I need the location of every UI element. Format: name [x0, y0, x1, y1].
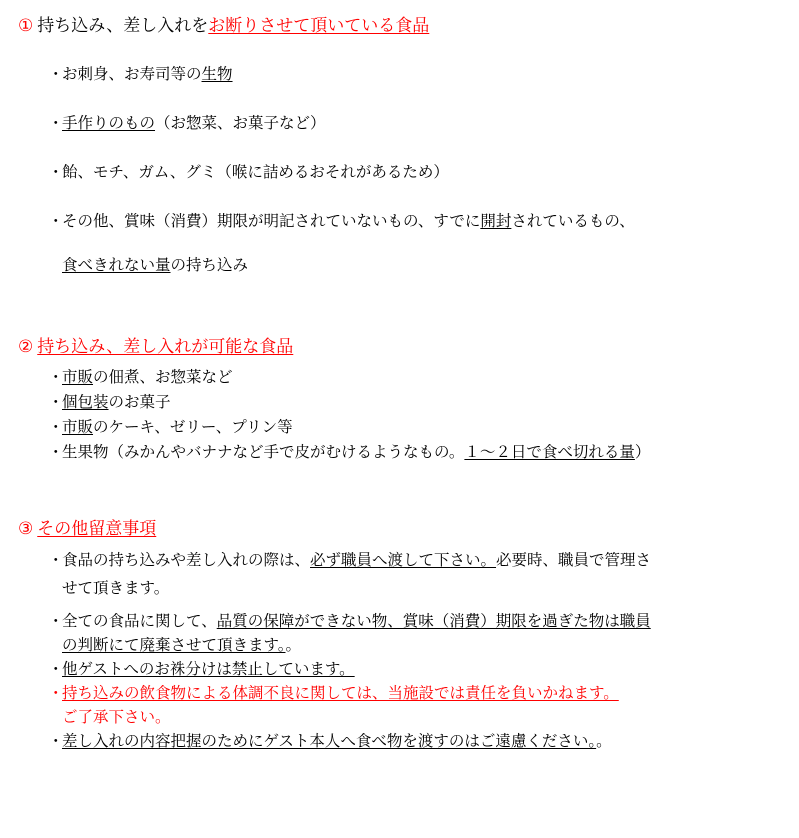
item-pre: 飴、モチ、ガム、グミ（喉に詰めるおそれがあるため）: [62, 164, 449, 181]
section-1-number: ①: [18, 16, 34, 35]
continuation-post: 。: [285, 637, 302, 654]
item-post: 必要時、職員で管理さ: [496, 552, 652, 569]
item-post: 。: [596, 733, 612, 750]
bullet-marker: ・: [48, 164, 64, 181]
list-item-text: [62, 113, 789, 135]
item-pre: 生果物（みかんやバナナなど手で皮がむけるようなもの。: [62, 444, 465, 461]
bullet-marker: ・: [48, 661, 64, 678]
list-item-continuation: [62, 634, 789, 658]
list-item-text: [62, 658, 789, 682]
section-3-heading-text: [37, 517, 156, 541]
list-item-text: [62, 162, 789, 184]
section-2-heading-underlined: 持ち込み、差し入れが可能な食品: [37, 337, 294, 356]
item-underlined: １～２日で食べ切れる量: [464, 444, 635, 461]
list-item-text: [62, 415, 789, 440]
item-underlined: 開封: [480, 213, 512, 230]
section-1-heading: [18, 14, 789, 38]
list-item-text: [62, 549, 789, 573]
continuation-post: の持ち込み: [170, 257, 249, 274]
list-item-text: [62, 365, 789, 390]
item-underlined: 手作りのもの: [62, 115, 156, 132]
bullet-marker: ・: [48, 369, 64, 386]
list-item-text: [62, 390, 789, 415]
item-underlined: 生物: [201, 66, 233, 83]
continuation-underlined: 食べきれない量: [62, 257, 171, 274]
bullet-marker: ・: [48, 444, 64, 461]
bullet-marker: ・: [48, 419, 64, 436]
list-item: [48, 64, 789, 86]
section-3: [18, 517, 789, 754]
list-item: [48, 415, 789, 440]
item-pre: 食品の持ち込みや差し入れの際は、: [62, 552, 311, 569]
item-post: （お惣菜、お菓子など）: [155, 115, 326, 132]
list-item-continuation: せて頂きます。: [62, 580, 170, 597]
list-item: [48, 682, 789, 706]
bullet-marker: ・: [48, 213, 64, 230]
item-post: ）: [634, 444, 651, 461]
bullet-marker: ・: [48, 613, 64, 630]
item-post: されているもの、: [511, 213, 635, 230]
list-item: [48, 365, 789, 390]
list-item-text: [62, 610, 789, 634]
list-item-text: [62, 211, 789, 233]
list-item-continuation: [62, 255, 789, 277]
section-2-heading-text: [37, 335, 293, 359]
list-item-text: [62, 440, 789, 465]
item-post: のお菓子: [108, 394, 171, 411]
continuation-underlined: の判断にて廃棄させて頂きます。: [62, 637, 286, 654]
bullet-marker: ・: [48, 394, 64, 411]
item-post: のケーキ、ゼリー、プリン等: [93, 419, 293, 436]
list-item: [48, 211, 789, 233]
section-3-heading: [18, 517, 789, 541]
list-item: [48, 390, 789, 415]
section-1-heading-black: 持ち込み、差し入れを: [37, 16, 209, 35]
bullet-marker: ・: [48, 552, 64, 569]
item-pre: お刺身、お寿司等の: [62, 66, 202, 83]
section-3-list: [18, 549, 789, 754]
section-3-heading-underlined: その他留意事項: [37, 519, 157, 538]
list-item-text: [62, 64, 789, 86]
list-item: [48, 658, 789, 682]
item-underlined: 他ゲストへのお袾分けは禁止しています。: [62, 661, 355, 678]
bullet-marker: ・: [48, 733, 64, 750]
list-item: [48, 113, 789, 135]
list-item: [48, 730, 789, 754]
list-item-text: [62, 682, 789, 706]
list-item-continuation: ご了承下さい。: [62, 709, 171, 726]
item-underlined: 差し入れの内容把握のためにゲスト本人へ食べ物を渡すのはご遠慮ください。: [62, 733, 597, 750]
section-2-heading: [18, 335, 789, 359]
item-underlined: 市販: [62, 369, 94, 386]
bullet-marker: ・: [48, 115, 64, 132]
section-2-number: ②: [18, 337, 34, 356]
item-underlined: 持ち込みの飲食物による体調不良に関しては、当施設では責任を負いかねます。: [62, 685, 619, 702]
item-pre: その他、賞味（消費）期限が明記されていないもの、すでに: [62, 213, 481, 230]
item-underlined: 個包装: [62, 394, 109, 411]
section-2: [18, 335, 789, 465]
item-underlined: 必ず職員へ渡して下さい。: [310, 552, 497, 569]
section-3-number: ③: [18, 519, 34, 538]
list-item: [48, 549, 789, 573]
section-1-list: [18, 64, 789, 277]
list-item-text: [62, 730, 789, 754]
list-item: [48, 162, 789, 184]
item-post: の佃煮、お惣菜など: [93, 369, 233, 386]
bullet-marker: ・: [48, 66, 64, 83]
section-1-heading-red: お断りさせて頂いている食品: [208, 16, 430, 35]
item-underlined: 市販: [62, 419, 94, 436]
section-2-list: [18, 365, 789, 465]
list-item: [48, 440, 789, 465]
list-item: [48, 610, 789, 634]
item-pre: 全ての食品に関して、: [62, 613, 217, 630]
bullet-marker: ・: [48, 685, 64, 702]
item-underlined: 品質の保障ができない物、賞味（消費）期限を過ぎた物は職員: [216, 613, 651, 630]
